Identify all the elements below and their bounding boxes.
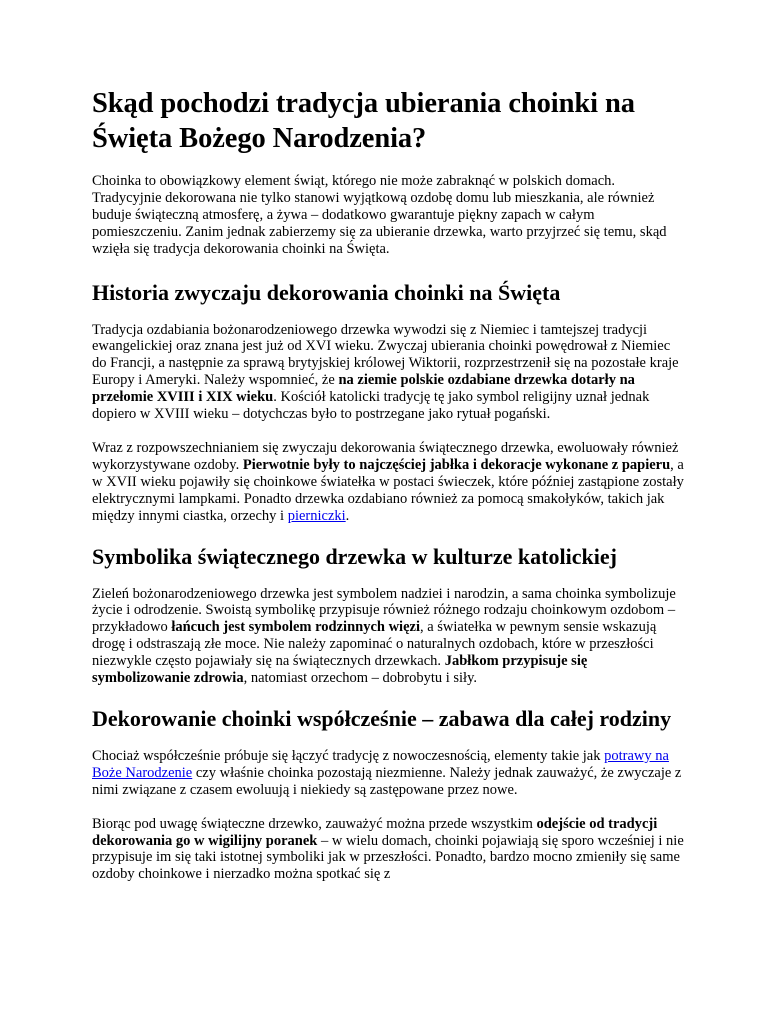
- text-run: , natomiast orzechom – dobrobytu i siły.: [243, 670, 478, 687]
- intro-paragraph: [92, 173, 684, 258]
- text-run: , a w XVII wieku pojawiły się choinkowe światełka w postaci świeczek, które później zastąpione zostały elektrycznymi lampkami. Ponadto drzewka ozdabiano również za pomocą smakołyków, takich jak między innymi ciastka, orzechy i: [92, 456, 684, 524]
- text-run: Tradycja ozdabiania bożonarodzeniowego drzewka wywodzi się z Niemiec i tamtejszej tradycji ewangelickiej oraz znana jest już od XVI wieku. Zwyczaj ubierania choinki powędrował z Niemiec do Francji, a następnie za sprawą brytyjskiej królowej Wiktorii, rozprzestrzenił się na pozostałe kraje Europy i Ameryki. Należy wspomnieć, że: [92, 321, 679, 389]
- section-heading-history: Historia zwyczaju dekorowania choinki na Święta: [92, 279, 561, 305]
- bold-text: Pierwotnie były to najczęściej jabłka i dekoracje wykonane z papieru: [242, 456, 671, 473]
- modern-paragraph-1: [92, 748, 684, 799]
- text-run: Zieleń bożonarodzeniowego drzewka jest symbolem nadziei i narodzin, a sama choinka symbolizuje życie i odrodzenie. Swoistą symbolikę przypisuje również różnego rodzaju choinkowym ozdobom – przykładowo: [92, 585, 676, 636]
- intro-text: Choinka to obowiązkowy element świąt, którego nie może zabraknąć w polskich domach. Tradycyjnie dekorowana nie tylko stanowi wyjątkową ozdobę domu lub mieszkania, ale również buduje świąteczną atmosferę, a żywa – dodatkowo gwarantuje piękny zapach w całym pomieszczeniu. Zanim jednak zabierzemy się za ubieranie drzewka, warto przyjrzeć się temu, skąd wzięła się tradycja dekorowania choinki na Święta.: [92, 173, 667, 257]
- section-heading-modern: Dekorowanie choinki współcześnie – zabawa dla całej rodziny: [92, 705, 672, 731]
- history-paragraph-1: [92, 322, 684, 423]
- text-run: czy właśnie choinka pozostają niezmienne. Należy jednak zauważyć, że zwyczaje z nimi związane z czasem ewoluują i niekiedy są zastępowane przez nowe.: [92, 764, 682, 798]
- bold-text: łańcuch jest symbolem rodzinnych więzi: [171, 619, 420, 636]
- modern-paragraph-2: [92, 816, 684, 884]
- page-title: Skąd pochodzi tradycja ubierania choinki na Święta Bożego Narodzenia?: [92, 88, 635, 154]
- text-run: . Kościół katolicki tradycję tę jako symbol religijny uznał jednak dopiero w XVIII wieku – dotychczas było to postrzegane jako rytuał pogański.: [92, 389, 650, 423]
- pierniczki-link[interactable]: pierniczki: [287, 507, 346, 524]
- history-paragraph-2: [92, 440, 684, 525]
- section-heading-symbolism: Symbolika świątecznego drzewka w kulturze katolickiej: [92, 543, 617, 569]
- document-page: [92, 86, 684, 900]
- text-run: Wraz z rozpowszechnianiem się zwyczaju dekorowania świątecznego drzewka, ewoluowały również wykorzystywane ozdoby.: [92, 439, 679, 473]
- symbolism-paragraph: [92, 586, 684, 687]
- text-run: Chociaż współcześnie próbuje się łączyć tradycję z nowoczesnością, elementy takie jak: [92, 747, 605, 764]
- bold-text: na ziemie polskie ozdabiane drzewka dotarły na przełomie XVIII i XIX wieku: [92, 372, 635, 406]
- text-run: .: [345, 507, 350, 524]
- bold-text: odejście od tradycji dekorowania go w wigilijny poranek: [92, 815, 658, 849]
- text-run: Biorąc pod uwagę świąteczne drzewko, zauważyć można przede wszystkim: [92, 815, 537, 832]
- christmas-dishes-link[interactable]: potrawy na Boże Narodzenie: [92, 747, 669, 781]
- text-run: – w wielu domach, choinki pojawiają się sporo wcześniej i nie przypisuje im się taki istotnej symboliki jak w przeszłości. Ponadto, bardzo mocno zmieniły się same ozdoby choinkowe i nierzadko można spotkać się z: [92, 832, 684, 883]
- bold-text: Jabłkom przypisuje się symbolizowanie zdrowia: [92, 653, 588, 687]
- text-run: , a światełka w pewnym sensie wskazują drogę i odstraszają złe moce. Nie należy zapominać o naturalnych ozdobach, które w przeszłości niezwykle często pojawiały się na świątecznych drzewkach.: [92, 619, 657, 670]
